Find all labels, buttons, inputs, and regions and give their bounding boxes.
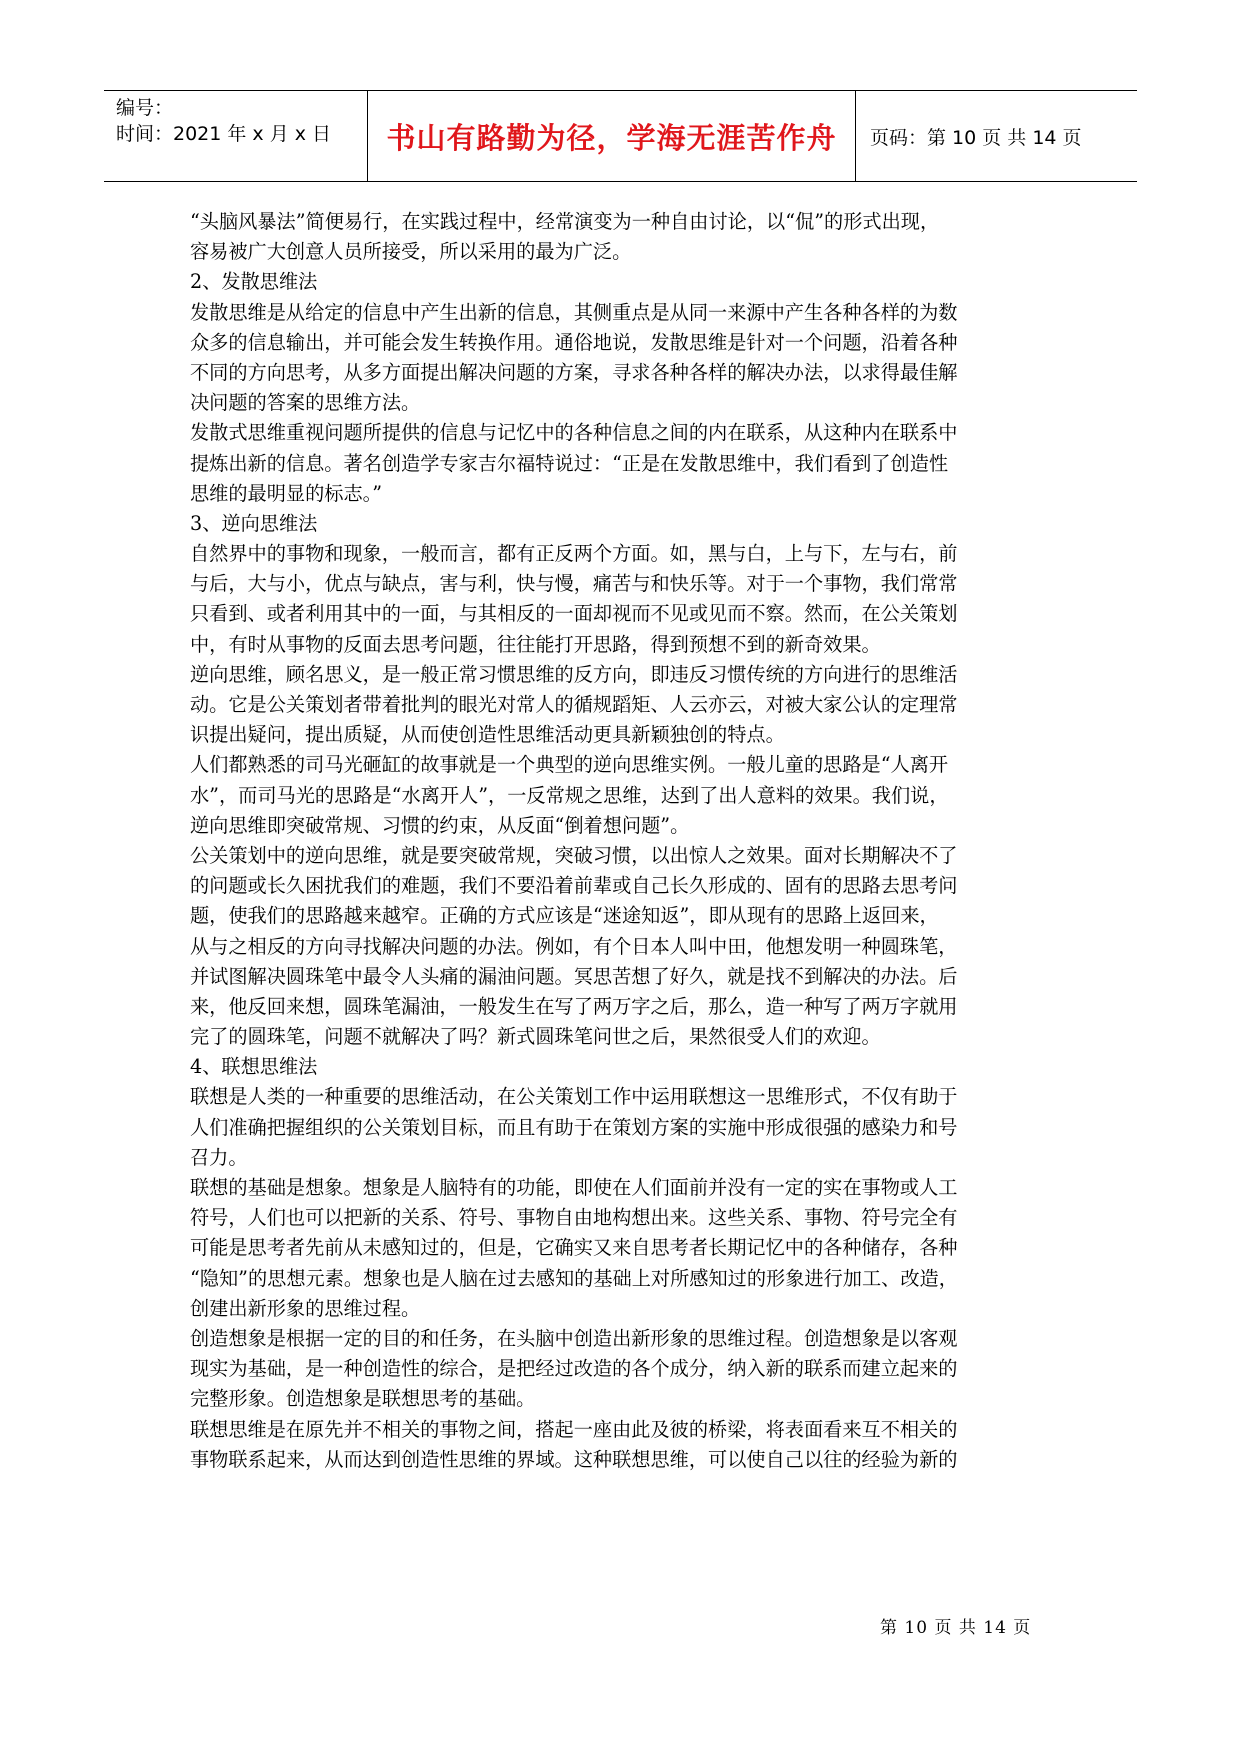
body-text-line: 人们准确把握组织的公关策划目标，而且有助于在策划方案的实施中形成很强的感染力和号 [190,1115,958,1139]
body-text-line: 逆向思维，顾名思义，是一般正常习惯思维的反方向，即违反习惯传统的方向进行的思维活 [190,662,958,686]
body-text-line: 创建出新形象的思维过程。 [190,1296,421,1320]
header-page-number: 页码：第 10 页 共 14 页 [870,126,1082,149]
body-text-line: 来，他反回来想，圆珠笔漏油，一般发生在写了两万字之后，那么，造一种写了两万字就用 [190,994,958,1018]
body-text-line: 思维的最明显的标志。” [190,481,383,505]
body-text-line: “头脑风暴法”简便易行，在实践过程中，经常演变为一种自由讨论，以“侃”的形式出现， [190,210,940,233]
body-text-line: 中，有时从事物的反面去思考问题，往往能打开思路，得到预想不到的新奇效果。 [190,632,881,656]
body-text-line: 并试图解决圆珠笔中最令人头痛的漏油问题。冥思苦想了好久，就是找不到解决的办法。后 [190,964,958,988]
body-text-line: “隐知”的思想元素。想象也是人脑在过去感知的基础上对所感知过的形象进行加工、改造， [190,1266,958,1290]
body-text-line: 不同的方向思考，从多方面提出解决问题的方案，寻求各种各样的解决办法，以求得最佳解 [190,360,958,384]
body-text-line: 决问题的答案的思维方法。 [190,391,421,415]
page-footer: 第 10 页 共 14 页 [880,1618,1032,1638]
body-text-line: 3、逆向思维法 [190,511,318,535]
body-text-line: 题，使我们的思路越来越窄。正确的方式应该是“迷途知返”，即从现有的思路上返回来， [190,904,939,928]
document-number-label: 编号： [116,97,174,119]
document-date: 时间：2021 年 x 月 x 日 [116,123,332,145]
body-text-line: 现实为基础，是一种创造性的综合，是把经过改造的各个成分，纳入新的联系而建立起来的 [190,1357,958,1381]
body-text-line: 从与之相反的方向寻找解决问题的办法。例如，有个日本人叫中田，他想发明一种圆珠笔， [190,934,958,958]
header-motto-cell [368,91,856,181]
body-text-line: 提炼出新的信息。著名创造学专家吉尔福特说过：“正是在发散思维中，我们看到了创造性 [190,451,949,475]
header-motto: 书山有路勤为径，学海无涯苦作舟 [386,120,837,155]
body-text-line: 4、联想思维法 [190,1055,318,1079]
header-meta [104,91,368,181]
body-text-line: 的问题或长久困扰我们的难题，我们不要沿着前辈或自己长久形成的、固有的思路去思考问 [190,874,958,898]
body-text-line: 联想思维是在原先并不相关的事物之间，搭起一座由此及彼的桥梁，将表面看来互不相关的 [190,1417,958,1441]
body-text-line: 只看到、或者利用其中的一面，与其相反的一面却视而不见或见而不察。然而，在公关策划 [190,602,958,626]
body-text-line: 可能是思考者先前从未感知过的，但是，它确实又来自思考者长期记忆中的各种储存，各种 [190,1236,958,1260]
body-text-line: 符号，人们也可以把新的关系、符号、事物自由地构想出来。这些关系、事物、符号完全有 [190,1206,958,1230]
body-text-line: 事物联系起来，从而达到创造性思维的界域。这种联想思维，可以使自己以往的经验为新的 [190,1447,958,1471]
body-text-line: 水”，而司马光的思路是“水离开人”，一反常规之思维，达到了出人意料的效果。我们说， [190,783,949,807]
page-header [104,90,1137,182]
header-page-cell [856,91,1137,181]
body-text-line: 公关策划中的逆向思维，就是要突破常规，突破习惯，以出惊人之效果。面对长期解决不了 [190,843,958,867]
body-text-line: 众多的信息输出，并可能会发生转换作用。通俗地说，发散思维是针对一个问题，沿着各种 [190,330,958,354]
body-text-line: 联想是人类的一种重要的思维活动，在公关策划工作中运用联想这一思维形式，不仅有助于 [190,1085,958,1109]
body-text-line: 创造想象是根据一定的目的和任务，在头脑中创造出新形象的思维过程。创造想象是以客观 [190,1326,958,1350]
body-text-line: 动。它是公关策划者带着批判的眼光对常人的循规蹈矩、人云亦云，对被大家公认的定理常 [190,693,958,716]
body-text-line: 逆向思维即突破常规、习惯的约束，从反面“倒着想问题”。 [190,813,690,837]
body-text-line: 联想的基础是想象。想象是人脑特有的功能，即使在人们面前并没有一定的实在事物或人工 [190,1176,958,1199]
body-text-line: 识提出疑问，提出质疑，从而使创造性思维活动更具新颖独创的特点。 [190,723,785,747]
body-text-line: 2、发散思维法 [190,270,318,294]
body-text-line: 完了的圆珠笔，问题不就解决了吗？新式圆珠笔问世之后，果然很受人们的欢迎。 [190,1025,881,1049]
body-text-line: 与后，大与小，优点与缺点，害与利，快与慢，痛苦与和快乐等。对于一个事物，我们常常 [190,572,958,596]
body-text-line: 完整形象。创造想象是联想思考的基础。 [190,1387,536,1411]
body-text-line: 发散思维是从给定的信息中产生出新的信息，其侧重点是从同一来源中产生各种各样的为数 [190,300,958,324]
document-body [190,207,1070,1475]
body-text-line: 召力。 [190,1145,248,1169]
body-text-line: 自然界中的事物和现象，一般而言，都有正反两个方面。如，黑与白，上与下，左与右，前 [190,542,958,566]
body-text-line: 发散式思维重视问题所提供的信息与记忆中的各种信息之间的内在联系，从这种内在联系中 [190,421,958,445]
body-text-line: 容易被广大创意人员所接受，所以采用的最为广泛。 [190,240,632,264]
body-text-line: 人们都熟悉的司马光砸缸的故事就是一个典型的逆向思维实例。一般儿童的思路是“人离开 [190,753,949,777]
